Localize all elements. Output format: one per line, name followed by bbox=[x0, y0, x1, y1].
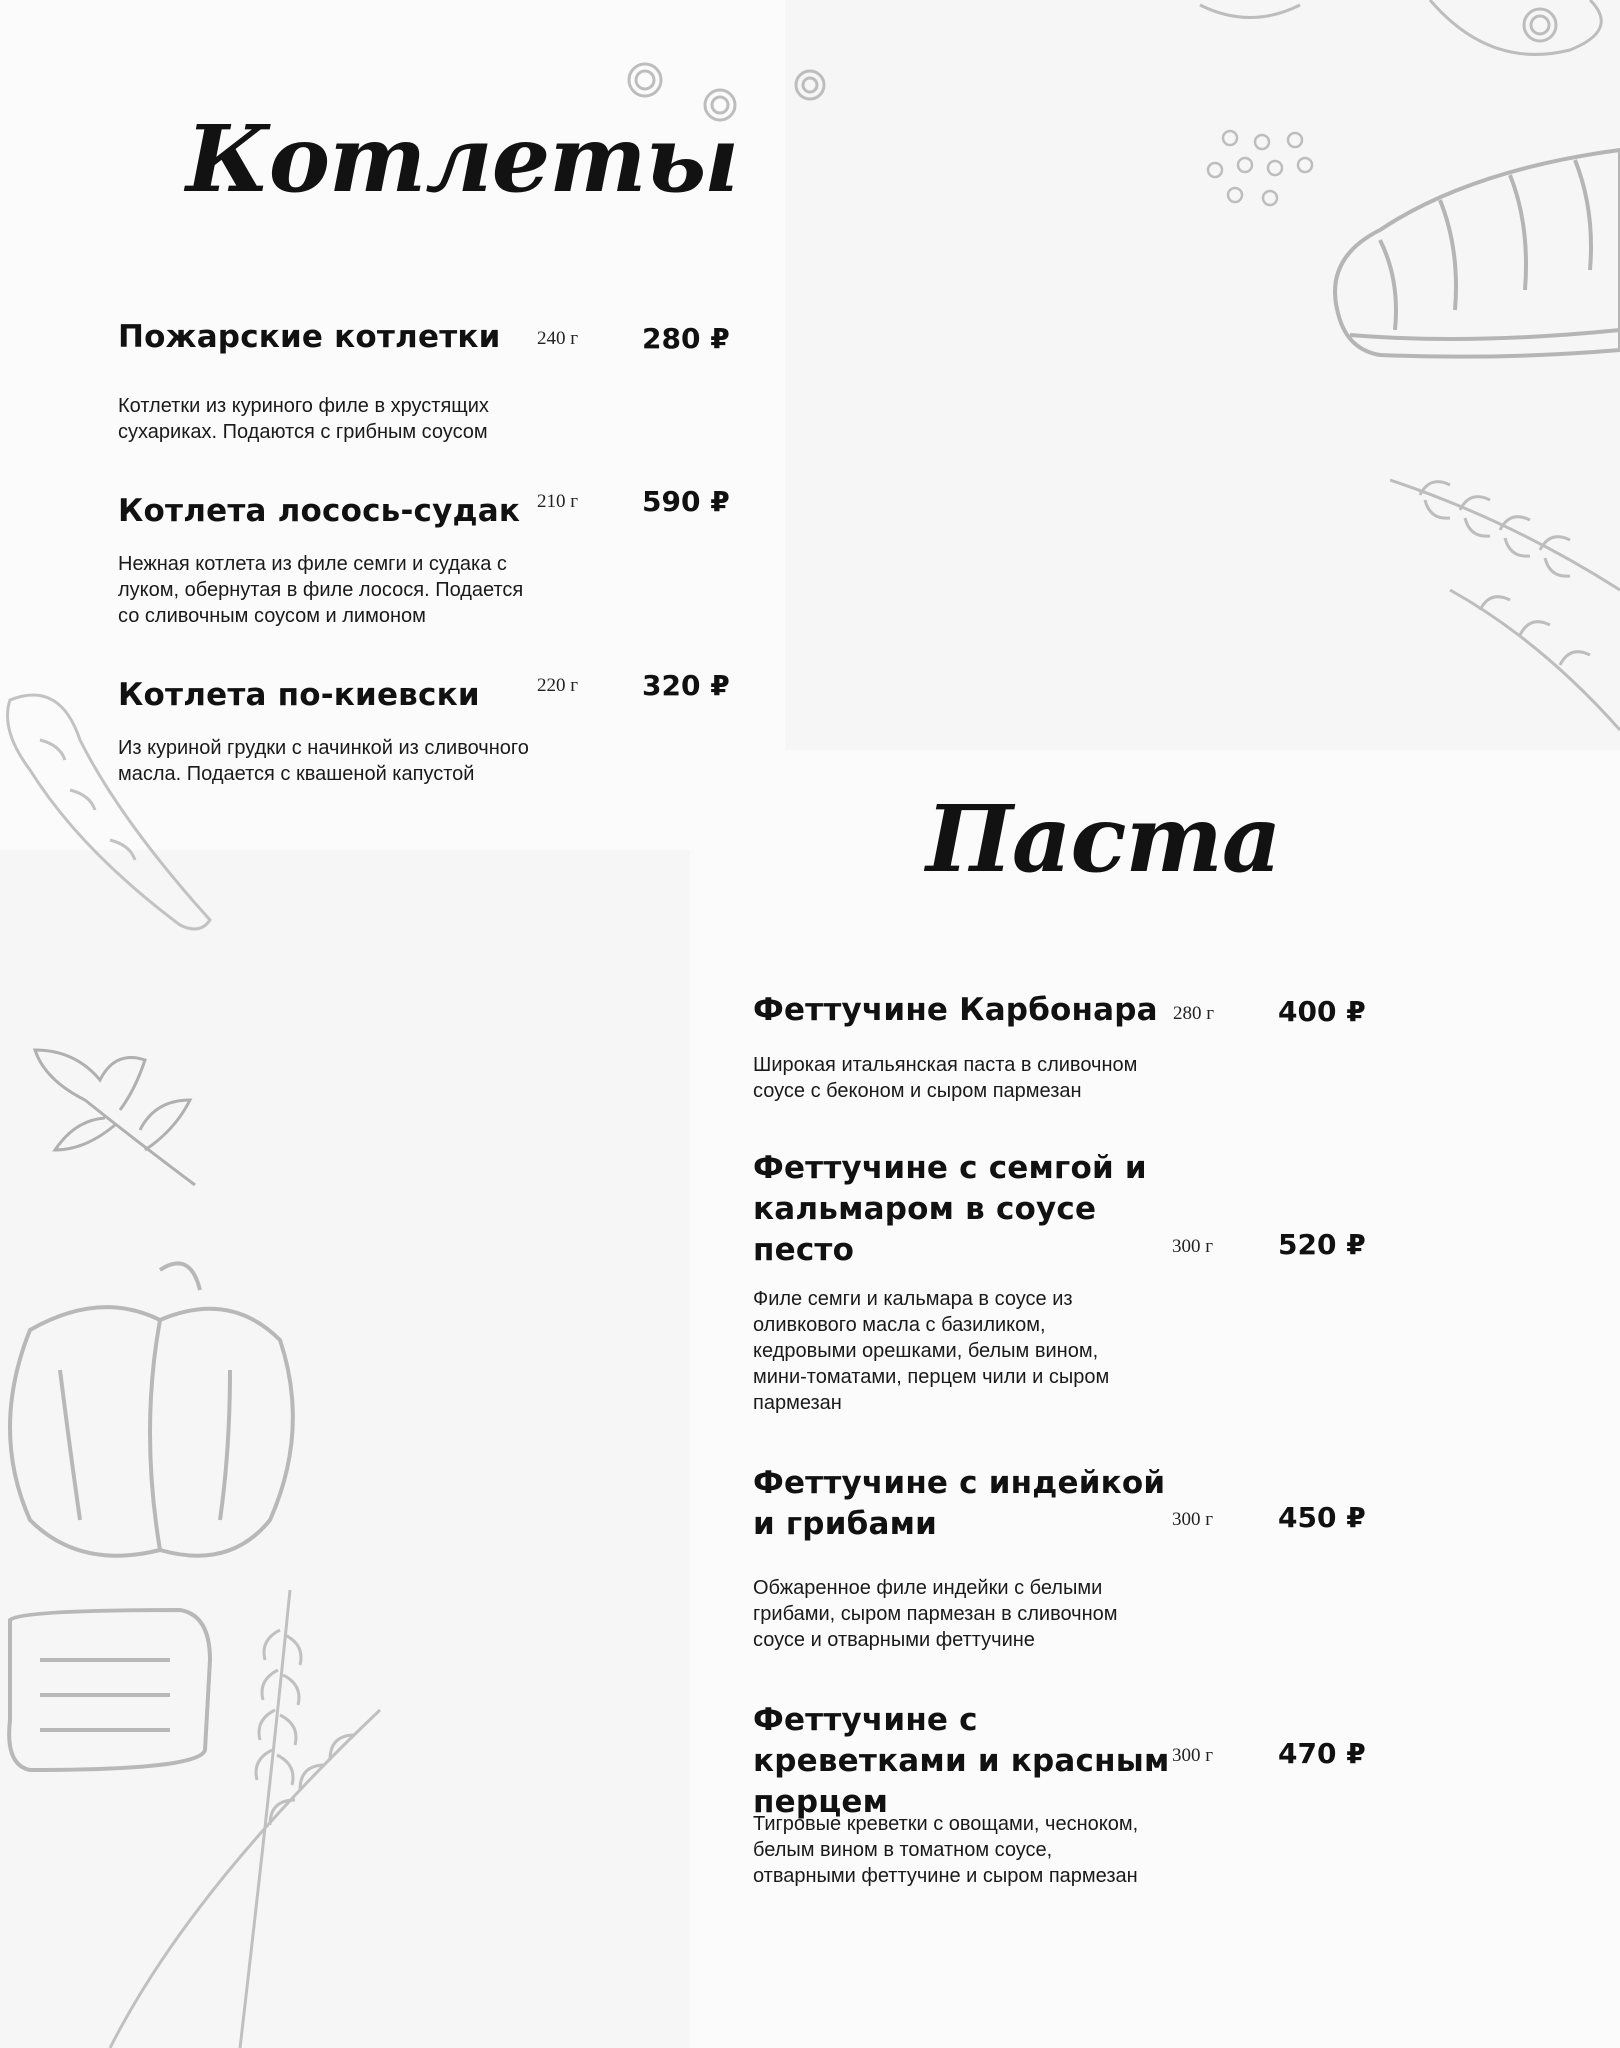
item-weight: 220 г bbox=[537, 675, 579, 696]
item-description: Широкая итальянская паста в сливочном соусе с беконом и сыром пармезан bbox=[753, 1054, 1138, 1102]
item-name: Котлета лосось-судак bbox=[118, 493, 521, 529]
item-name: Пожарские котлетки bbox=[118, 319, 501, 355]
item-description: Нежная котлета из филе семги и судака с луком, обернутая в филе лосося. Подается со сливочным соусом и лимоном bbox=[118, 553, 524, 627]
item-price: 320 ₽ bbox=[642, 669, 730, 702]
item-price: 280 ₽ bbox=[642, 322, 730, 355]
item-description: Филе семги и кальмара в соусе из оливкового масла с базиликом, кедровыми орешками, белым вином, мини-томатами, перцем чили и сыром пармезан bbox=[753, 1288, 1110, 1414]
item-description: Обжаренное филе индейки с белыми грибами, сыром пармезан в сливочном соусе и отварными феттучине bbox=[753, 1577, 1118, 1651]
section-title-cutlets: Котлеты bbox=[186, 105, 739, 213]
menu-item bbox=[753, 990, 1373, 1110]
wheat-stalks-icon bbox=[90, 1590, 390, 2048]
peppercorns-icon bbox=[1200, 120, 1330, 210]
item-name: Феттучине с креветками и красным перцем bbox=[753, 1702, 1170, 1820]
wheat-icon bbox=[1390, 440, 1620, 740]
menu-item bbox=[118, 485, 730, 641]
item-name: Котлета по-киевски bbox=[118, 677, 480, 713]
item-name: Феттучине Карбонара bbox=[753, 992, 1158, 1028]
item-price: 590 ₽ bbox=[642, 485, 730, 518]
menu-item bbox=[753, 1463, 1373, 1663]
item-weight: 280 г bbox=[1173, 1003, 1215, 1024]
item-description: Из куриной грудки с начинкой из сливочного масла. Подается с квашеной капустой bbox=[118, 737, 529, 785]
parsley-icon bbox=[25, 1040, 205, 1190]
item-weight: 300 г bbox=[1172, 1509, 1214, 1530]
item-price: 400 ₽ bbox=[1278, 995, 1366, 1028]
menu-item bbox=[118, 669, 730, 825]
menu-item bbox=[118, 317, 728, 457]
item-weight: 210 г bbox=[537, 491, 579, 512]
item-name: Феттучине с семгой и кальмаром в соусе песто bbox=[753, 1150, 1147, 1268]
item-weight: 240 г bbox=[537, 328, 579, 349]
item-price: 470 ₽ bbox=[1278, 1737, 1366, 1770]
item-description: Котлетки из куриного филе в хрустящих сухариках. Подаются с грибным соусом bbox=[118, 395, 489, 443]
item-price: 450 ₽ bbox=[1278, 1501, 1366, 1534]
item-weight: 300 г bbox=[1172, 1236, 1214, 1257]
section-title-pasta: Паста bbox=[926, 785, 1281, 893]
menu-item bbox=[753, 1700, 1373, 1900]
menu-item bbox=[753, 1148, 1373, 1428]
item-description: Тигровые креветки с овощами, чесноком, белым вином в томатном соусе, отварными феттучине и сыром пармезан bbox=[753, 1813, 1139, 1887]
item-price: 520 ₽ bbox=[1278, 1228, 1366, 1261]
bread-icon bbox=[1320, 140, 1620, 380]
pretzel-icon bbox=[1190, 0, 1620, 90]
item-name: Феттучине с индейкой и грибами bbox=[753, 1465, 1166, 1542]
bell-pepper-icon bbox=[0, 1250, 300, 1570]
item-weight: 300 г bbox=[1172, 1745, 1214, 1766]
